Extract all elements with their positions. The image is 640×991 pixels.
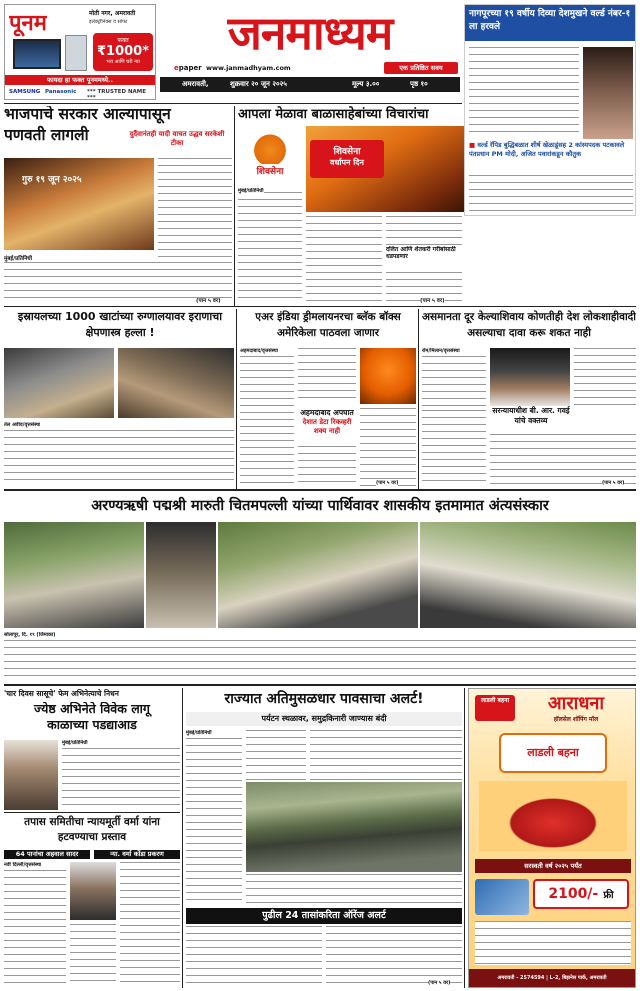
masthead-date: शुक्रवार २० जून २०२५ <box>230 80 287 88</box>
aradhana-scheme: सरस्वती वर्ष २०२५ पर्यंत <box>475 859 631 873</box>
tv-product-image <box>13 39 61 69</box>
aradhana-subtitle: हॉलसेल शॉपिंग मॉल <box>553 716 599 723</box>
lagoo-headline-2[interactable]: काळाच्या पडद्याआड <box>47 717 137 733</box>
rain-body-3 <box>310 730 462 780</box>
bjp-more[interactable]: (पान ५ वर) <box>196 298 221 304</box>
shivsena-banner-2: वर्धापन दिन <box>330 158 364 167</box>
shivsena-more[interactable]: (पान ५ वर) <box>420 298 445 304</box>
bjp-dateline: मुंबई/प्रतिनिधी <box>4 256 33 262</box>
masthead-city: अमरावती, <box>182 80 209 88</box>
inquiry-body-2 <box>120 862 180 986</box>
funeral-photo-3 <box>218 522 418 628</box>
gavai-photo-caption: सरन्यायाधीश बी. आर. गवई यांचे वक्तव्य <box>492 406 570 425</box>
aradhana-top-label: लाडली बहना <box>475 695 515 721</box>
inquiry-sub-2: न्या. वर्मा कोंडा प्रकरण <box>94 850 180 859</box>
website-link[interactable]: www.janmadhyam.com <box>206 64 291 72</box>
shivsena-body-1 <box>238 192 302 304</box>
shivsena-banner <box>310 140 384 178</box>
divya-subhead-text: वर्ल्ड रॅपिड बुद्धिबळात शीर्ष खेळाडूंसह 2 कांस्यपदक पटकावले पंतप्रधान PM मोदी, अजित पवारांकडून कौतुक <box>469 141 625 158</box>
uddhav-photo-text: गुरु १९ जून २०२५ <box>22 175 82 185</box>
airindia-more[interactable]: (पान ५ वर) <box>376 480 399 486</box>
gavai-headline[interactable]: असमानता दूर केल्याशिवाय कोणतीही देश लोकशाहीवादी असल्याचा दावा करू शकत नाही <box>422 311 636 339</box>
shivsena-logo <box>238 128 302 188</box>
poonam-brand: पूनम <box>9 10 47 36</box>
offer-bottom: भरा आणि घरी न्या <box>106 59 140 65</box>
lagoo-kicker: 'चार दिवस सासूचे' फेम अभिनेत्याचे निधन <box>4 689 119 698</box>
divya-body <box>469 47 579 137</box>
airindia-inset-head-1: अहमदाबाद अपघात <box>300 408 354 417</box>
lagoo-headline[interactable] <box>4 702 180 736</box>
rain-photo <box>246 782 462 872</box>
masthead-tagline: एक प्रतिष्ठित सवय <box>384 62 458 74</box>
shinde-photo <box>306 126 464 212</box>
gift-amount: 2100/- <box>548 886 599 902</box>
bullet-icon: ■ <box>469 141 478 149</box>
car-image <box>479 781 627 851</box>
rain-body-6 <box>326 926 462 986</box>
bjp-headline-line1[interactable]: भाजपाचे सरकार आल्यापासून <box>4 106 171 123</box>
inquiry-body-1 <box>4 870 66 986</box>
poonam-strip: फायदा हा फक्त पूनममध्ये.. <box>5 75 155 85</box>
ladli-graphic <box>499 733 607 773</box>
israel-photo-1 <box>4 348 114 418</box>
blackbox-photo <box>360 348 416 404</box>
rain-more[interactable]: (पान ५ वर) <box>428 980 451 986</box>
offer-top: फक्त <box>117 37 129 44</box>
funeral-photo-2 <box>146 522 216 628</box>
israel-photo-2 <box>118 348 234 418</box>
lagoo-dateline: मुंबई/प्रतिनिधी <box>62 740 88 746</box>
offer-badge <box>93 33 153 71</box>
airindia-body-1 <box>240 356 294 486</box>
aradhana-ad[interactable] <box>468 688 636 988</box>
gavai-more[interactable]: (पान ५ वर) <box>602 480 625 486</box>
divya-story[interactable] <box>464 4 636 216</box>
shivsena-banner-1: शिवसेना <box>333 147 361 157</box>
airindia-body-4 <box>360 408 416 486</box>
poonam-ad[interactable] <box>4 4 156 100</box>
divya-headline[interactable]: नागपूरच्या १९ वर्षीय दिव्या देशमुखने वर्ल्ड नंबर-१ ला हरवले <box>465 5 635 41</box>
lagoo-body <box>62 748 180 810</box>
rain-subhead: पर्यटन स्थळावर, समुद्रकिनारी जाण्यास बंदी <box>186 712 462 726</box>
aradhana-terms <box>475 921 631 965</box>
gavai-body-1 <box>422 356 486 406</box>
shivsena-tiger-icon <box>250 130 290 164</box>
airindia-body-3 <box>298 446 356 486</box>
shivsena-headline[interactable]: आपला मेळावा बाळासाहेबांच्या विचारांचा <box>238 107 429 122</box>
epaper-label: epaper <box>174 64 202 72</box>
chitampalli-body <box>4 640 636 682</box>
appliance-image <box>65 35 87 71</box>
brand-samsung: SAMSUNG <box>9 89 41 95</box>
offer-price: ₹1000* <box>96 44 150 59</box>
divya-photo <box>583 47 633 139</box>
airindia-inset <box>298 408 356 444</box>
rain-dateline: मुंबई/प्रतिनिधी <box>186 730 212 736</box>
gift-label: फ्री <box>603 890 614 901</box>
gavai-body-4 <box>490 434 636 486</box>
poonam-subtitle: मोती नगर, अमरावती <box>89 10 136 17</box>
divya-subhead <box>469 141 633 173</box>
israel-dateline: तेल अवीव/वृत्तसंस्था <box>4 422 41 428</box>
chitampalli-dateline: सोलापूर, दि. १९ (जिमाका) <box>4 632 56 638</box>
airindia-headline[interactable]: एअर इंडिया ड्रीमलायनरचा ब्लॅक बॉक्स अमेरिकेला पाठवला जाणार <box>255 311 401 339</box>
divya-body-2 <box>469 175 633 213</box>
epaper-text: paper <box>178 64 202 72</box>
bjp-headline-line2[interactable]: पणवती लागली <box>4 125 89 144</box>
gavai-body-2 <box>574 348 636 406</box>
ad-product-image <box>475 879 529 915</box>
israel-headline[interactable]: इस्रायलच्या 1000 खाटांच्या रुग्णालयावर इराणाचा क्षेपणास्त्र हल्ला ! <box>17 310 223 339</box>
rain-alert-strip: पुढील 24 तासांकरिता ऑरेंज अलर्ट <box>186 908 462 924</box>
israel-body <box>4 430 234 486</box>
airindia-dateline: अहमदाबाद/वृत्तसंस्था <box>240 348 278 354</box>
varma-photo <box>70 862 116 920</box>
aradhana-footer: अमरावती - 2574594 | L-2, बिझनेस पार्क, अमरावती <box>469 969 635 987</box>
gift-badge <box>533 879 629 909</box>
bjp-body-right <box>158 158 232 262</box>
gavai-dateline: रोम/मिलान/वृत्तसंस्था <box>422 348 460 354</box>
airindia-body-2 <box>298 348 356 404</box>
poonam-subline: इलेक्ट्रॉनिक्स व सोफा <box>89 19 128 25</box>
gavai-photo <box>490 348 570 406</box>
inquiry-sub-1: 64 पानांचा अहवाल सादर <box>4 850 90 859</box>
aradhana-brand: आराधना <box>547 693 605 714</box>
poonam-trusted: *** TRUSTED NAME *** <box>87 89 147 100</box>
rain-body-1 <box>186 738 242 906</box>
rain-body-4 <box>246 874 462 906</box>
lagoo-photo <box>4 740 58 810</box>
inquiry-dateline: नवी दिल्ली/वृत्तसंस्था <box>4 862 42 868</box>
inquiry-headline[interactable]: तपास समितीचा न्यायमूर्ती वर्मा यांना हटवण्याचा प्रस्ताव <box>24 816 160 843</box>
bjp-subhead: दुर्दैवानंतही यादी वाचत उद्धव सरकेशी टीका <box>129 130 225 147</box>
lagoo-headline-1[interactable]: ज्येष्ठ अभिनेते विवेक लागू <box>34 702 150 716</box>
funeral-photo-1 <box>4 522 144 628</box>
gavai-body-3 <box>422 410 486 486</box>
rain-body-2 <box>246 730 306 780</box>
shivsena-dateline: मुंबई/प्रतिनिधी <box>238 188 264 194</box>
airindia-inset-head-2: देशात डेटा रिकव्हरी शक्य नाही <box>302 418 352 435</box>
brand-panasonic: Panasonic <box>45 89 77 95</box>
masthead-title[interactable]: जनमाध्यम <box>227 6 393 60</box>
ladli-text: लाडली बहना <box>527 746 579 759</box>
dateline-bar <box>160 77 460 92</box>
uddhav-photo <box>4 158 154 250</box>
masthead-price: मूल्य ३.०० <box>352 80 380 88</box>
rain-body-5 <box>186 926 322 986</box>
rain-headline[interactable]: राज्यात अतिमुसळधार पावसाचा अलर्ट! <box>224 691 424 707</box>
shivsena-logo-text: शिवसेना <box>256 167 284 177</box>
chitampalli-headline[interactable]: अरण्यऋषी पद्मश्री मारुती चितमपल्ली यांच्या पार्थिवावर शासकीय इतमामात अंत्यसंस्कार <box>91 498 549 514</box>
shivsena-side-head: दलित आणि शेतकरी गरीबांसाठी धडपडणार <box>386 246 462 268</box>
funeral-photo-4 <box>420 522 636 628</box>
masthead-pages: पृष्ठ १० <box>410 80 428 88</box>
shivsena-body-2 <box>306 216 382 304</box>
inquiry-body-3 <box>70 924 116 986</box>
